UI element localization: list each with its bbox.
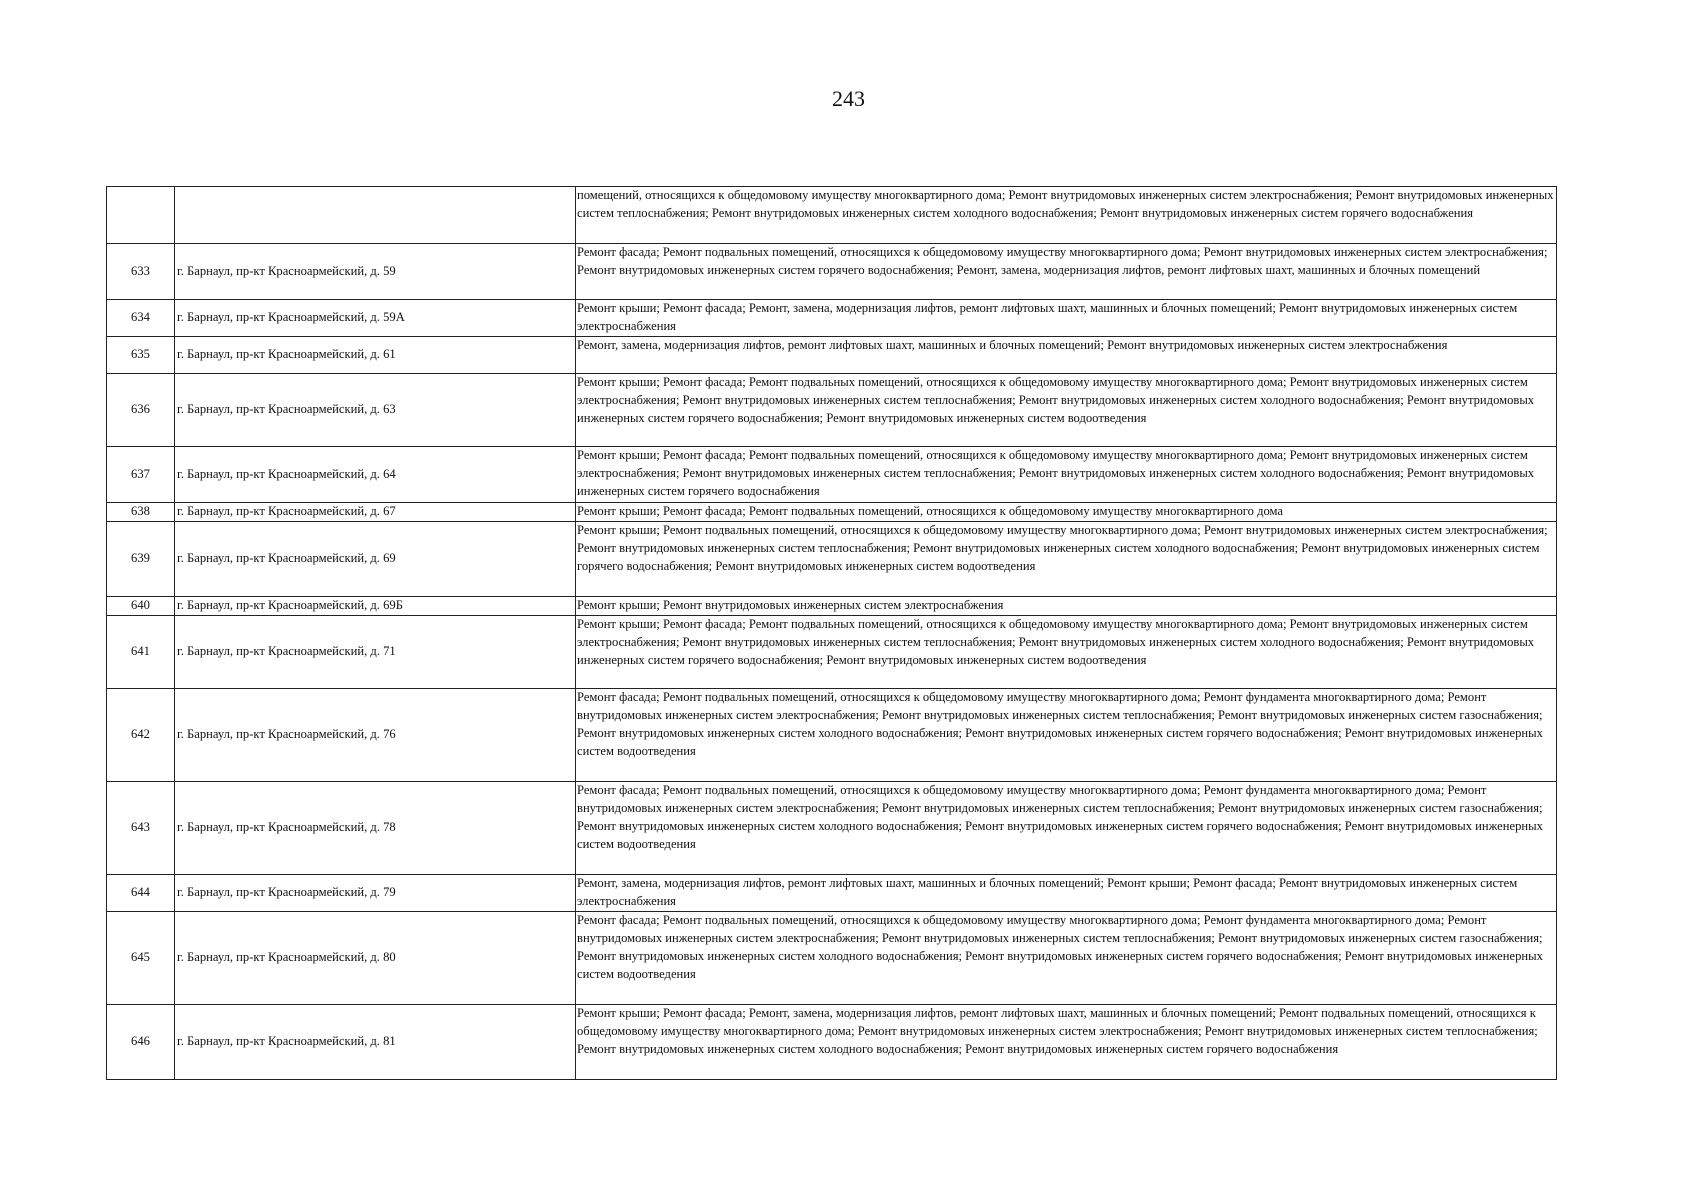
row-number: 634 <box>107 300 175 337</box>
row-address: г. Барнаул, пр-кт Красноармейский, д. 71 <box>175 616 576 689</box>
row-address: г. Барнаул, пр-кт Красноармейский, д. 81 <box>175 1005 576 1080</box>
row-works: Ремонт крыши; Ремонт фасада; Ремонт подвальных помещений, относящихся к общедомовому имуществу многоквартирного дома; Ремонт внутридомовых инженерных систем электроснабжения; Ремонт внутридомовых инженерных систем теплоснабжения; Ремонт внутридомовых инженерных систем холодного водоснабжения; Ремонт внутридомовых инженерных систем горячего водоснабжения; Ремонт внутридомовых инженерных систем водоотведения <box>576 374 1557 447</box>
row-address <box>175 187 576 244</box>
row-address: г. Барнаул, пр-кт Красноармейский, д. 69 <box>175 522 576 597</box>
row-number: 643 <box>107 782 175 875</box>
row-works: Ремонт крыши; Ремонт подвальных помещений, относящихся к общедомовому имуществу многоквартирного дома; Ремонт внутридомовых инженерных систем электроснабжения; Ремонт внутридомовых инженерных систем теплоснабжения; Ремонт внутридомовых инженерных систем холодного водоснабжения; Ремонт внутридомовых инженерных систем горячего водоснабжения; Ремонт внутридомовых инженерных систем водоотведения <box>576 522 1557 597</box>
row-number: 642 <box>107 689 175 782</box>
row-works: помещений, относящихся к общедомовому имуществу многоквартирного дома; Ремонт внутридомовых инженерных систем электроснабжения; Ремонт внутридомовых инженерных систем теплоснабжения; Ремонт внутридомовых инженерных систем холодного водоснабжения; Ремонт внутридомовых инженерных систем горячего водоснабжения <box>576 187 1557 244</box>
table-row <box>107 503 1557 522</box>
table-row <box>107 337 1557 374</box>
table-row <box>107 1005 1557 1080</box>
row-works: Ремонт крыши; Ремонт фасада; Ремонт, замена, модернизация лифтов, ремонт лифтовых шахт, машинных и блочных помещений; Ремонт внутридомовых инженерных систем электроснабжения <box>576 300 1557 337</box>
row-works: Ремонт фасада; Ремонт подвальных помещений, относящихся к общедомовому имуществу многоквартирного дома; Ремонт фундамента многоквартирного дома; Ремонт внутридомовых инженерных систем электроснабжения; Ремонт внутридомовых инженерных систем теплоснабжения; Ремонт внутридомовых инженерных систем газоснабжения; Ремонт внутридомовых инженерных систем холодного водоснабжения; Ремонт внутридомовых инженерных систем горячего водоснабжения; Ремонт внутридомовых инженерных систем водоотведения <box>576 912 1557 1005</box>
table-row <box>107 912 1557 1005</box>
table-row <box>107 447 1557 503</box>
row-works: Ремонт, замена, модернизация лифтов, ремонт лифтовых шахт, машинных и блочных помещений; Ремонт крыши; Ремонт фасада; Ремонт внутридомовых инженерных систем электроснабжения <box>576 875 1557 912</box>
row-address: г. Барнаул, пр-кт Красноармейский, д. 59А <box>175 300 576 337</box>
row-works: Ремонт фасада; Ремонт подвальных помещений, относящихся к общедомовому имуществу многоквартирного дома; Ремонт фундамента многоквартирного дома; Ремонт внутридомовых инженерных систем электроснабжения; Ремонт внутридомовых инженерных систем теплоснабжения; Ремонт внутридомовых инженерных систем газоснабжения; Ремонт внутридомовых инженерных систем холодного водоснабжения; Ремонт внутридомовых инженерных систем горячего водоснабжения; Ремонт внутридомовых инженерных систем водоотведения <box>576 782 1557 875</box>
row-number: 633 <box>107 244 175 300</box>
table-row <box>107 374 1557 447</box>
table-row <box>107 782 1557 875</box>
row-works: Ремонт крыши; Ремонт фасада; Ремонт подвальных помещений, относящихся к общедомовому имуществу многоквартирного дома; Ремонт внутридомовых инженерных систем электроснабжения; Ремонт внутридомовых инженерных систем теплоснабжения; Ремонт внутридомовых инженерных систем холодного водоснабжения; Ремонт внутридомовых инженерных систем горячего водоснабжения <box>576 447 1557 503</box>
row-number <box>107 187 175 244</box>
row-number: 641 <box>107 616 175 689</box>
row-number: 635 <box>107 337 175 374</box>
row-address: г. Барнаул, пр-кт Красноармейский, д. 80 <box>175 912 576 1005</box>
row-works: Ремонт крыши; Ремонт фасада; Ремонт, замена, модернизация лифтов, ремонт лифтовых шахт, машинных и блочных помещений; Ремонт подвальных помещений, относящихся к общедомовому имуществу многоквартирного дома; Ремонт внутридомовых инженерных систем электроснабжения; Ремонт внутридомовых инженерных систем теплоснабжения; Ремонт внутридомовых инженерных систем холодного водоснабжения; Ремонт внутридомовых инженерных систем горячего водоснабжения <box>576 1005 1557 1080</box>
row-works: Ремонт крыши; Ремонт внутридомовых инженерных систем электроснабжения <box>576 597 1557 616</box>
table-row <box>107 522 1557 597</box>
table-row <box>107 300 1557 337</box>
table-row <box>107 597 1557 616</box>
row-address: г. Барнаул, пр-кт Красноармейский, д. 67 <box>175 503 576 522</box>
repair-works-table <box>106 186 1557 1080</box>
row-address: г. Барнаул, пр-кт Красноармейский, д. 64 <box>175 447 576 503</box>
row-works: Ремонт крыши; Ремонт фасада; Ремонт подвальных помещений, относящихся к общедомовому имуществу многоквартирного дома; Ремонт внутридомовых инженерных систем электроснабжения; Ремонт внутридомовых инженерных систем теплоснабжения; Ремонт внутридомовых инженерных систем холодного водоснабжения; Ремонт внутридомовых инженерных систем горячего водоснабжения; Ремонт внутридомовых инженерных систем водоотведения <box>576 616 1557 689</box>
row-address: г. Барнаул, пр-кт Красноармейский, д. 78 <box>175 782 576 875</box>
row-address: г. Барнаул, пр-кт Красноармейский, д. 61 <box>175 337 576 374</box>
row-number: 646 <box>107 1005 175 1080</box>
row-number: 640 <box>107 597 175 616</box>
row-works: Ремонт крыши; Ремонт фасада; Ремонт подвальных помещений, относящихся к общедомовому имуществу многоквартирного дома <box>576 503 1557 522</box>
row-number: 639 <box>107 522 175 597</box>
row-number: 637 <box>107 447 175 503</box>
row-works: Ремонт фасада; Ремонт подвальных помещений, относящихся к общедомовому имуществу многоквартирного дома; Ремонт фундамента многоквартирного дома; Ремонт внутридомовых инженерных систем электроснабжения; Ремонт внутридомовых инженерных систем теплоснабжения; Ремонт внутридомовых инженерных систем газоснабжения; Ремонт внутридомовых инженерных систем холодного водоснабжения; Ремонт внутридомовых инженерных систем горячего водоснабжения; Ремонт внутридомовых инженерных систем водоотведения <box>576 689 1557 782</box>
page-number: 243 <box>832 86 865 111</box>
table-row <box>107 875 1557 912</box>
row-address: г. Барнаул, пр-кт Красноармейский, д. 59 <box>175 244 576 300</box>
row-address: г. Барнаул, пр-кт Красноармейский, д. 63 <box>175 374 576 447</box>
row-works: Ремонт фасада; Ремонт подвальных помещений, относящихся к общедомовому имуществу многоквартирного дома; Ремонт внутридомовых инженерных систем электроснабжения; Ремонт внутридомовых инженерных систем горячего водоснабжения; Ремонт, замена, модернизация лифтов, ремонт лифтовых шахт, машинных и блочных помещений <box>576 244 1557 300</box>
table-row <box>107 187 1557 244</box>
row-address: г. Барнаул, пр-кт Красноармейский, д. 69Б <box>175 597 576 616</box>
row-number: 636 <box>107 374 175 447</box>
row-address: г. Барнаул, пр-кт Красноармейский, д. 76 <box>175 689 576 782</box>
table-row <box>107 689 1557 782</box>
row-number: 638 <box>107 503 175 522</box>
row-number: 644 <box>107 875 175 912</box>
table-row <box>107 244 1557 300</box>
row-works: Ремонт, замена, модернизация лифтов, ремонт лифтовых шахт, машинных и блочных помещений; Ремонт внутридомовых инженерных систем электроснабжения <box>576 337 1557 374</box>
table-row <box>107 616 1557 689</box>
row-number: 645 <box>107 912 175 1005</box>
row-address: г. Барнаул, пр-кт Красноармейский, д. 79 <box>175 875 576 912</box>
